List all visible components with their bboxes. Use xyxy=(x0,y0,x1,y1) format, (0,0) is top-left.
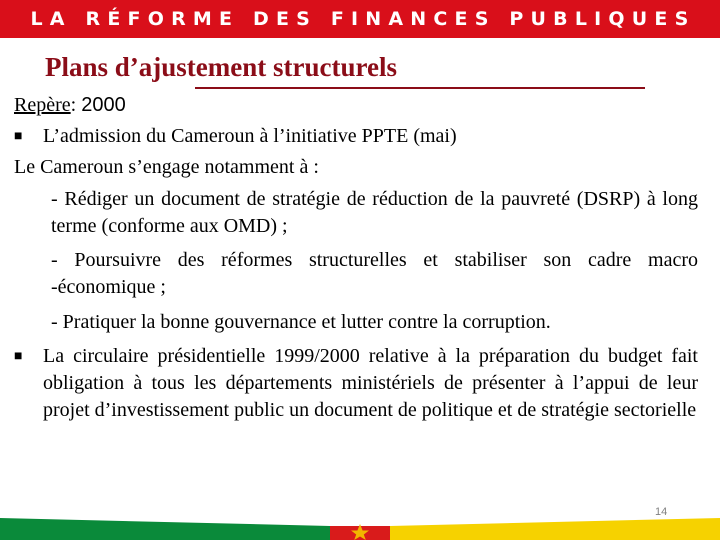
sub-item: - Pratiquer la bonne gouvernance et lutter contre la corruption. xyxy=(51,311,551,333)
slide-title: Plans d’ajustement structurels xyxy=(45,52,397,82)
banner-title: LA RÉFORME DES FINANCES PUBLIQUES xyxy=(30,8,696,30)
flag-green-stripe xyxy=(0,518,330,540)
repere-line xyxy=(14,92,698,119)
bullet-text: La circulaire présidentielle 1999/2000 relative à la préparation du budget fait obligation à tous les départements ministériels de présenter à l’appui de leur projet d’investissement public un document de politique et de stratégie sectorielle xyxy=(43,345,698,421)
square-bullet-icon: ■ xyxy=(14,349,23,364)
bullet-text: L’admission du Cameroun à l’initiative PPTE (mai) xyxy=(43,125,457,147)
sub-item: - Poursuivre des réformes structurelles et stabiliser son cadre macro -économique ; xyxy=(51,249,698,298)
bullet-item xyxy=(14,123,698,150)
repere-value: 2000 xyxy=(81,94,126,116)
square-bullet-icon: ■ xyxy=(14,129,23,144)
slide-body xyxy=(14,92,698,424)
header-banner xyxy=(0,0,720,38)
sub-item: - Rédiger un document de stratégie de réduction de la pauvreté (DSRP) à long terme (conforme aux OMD) ; xyxy=(51,188,698,237)
repere-label: Repère xyxy=(14,94,71,116)
page-number: 14 xyxy=(655,506,668,518)
flag-footer xyxy=(0,512,720,540)
intro-line: Le Cameroun s’engage notamment à : xyxy=(14,156,319,178)
repere-separator: : xyxy=(70,94,82,116)
title-area xyxy=(45,52,665,92)
flag-yellow-stripe xyxy=(390,518,720,540)
title-underline xyxy=(195,87,645,89)
bullet-item xyxy=(14,343,698,424)
